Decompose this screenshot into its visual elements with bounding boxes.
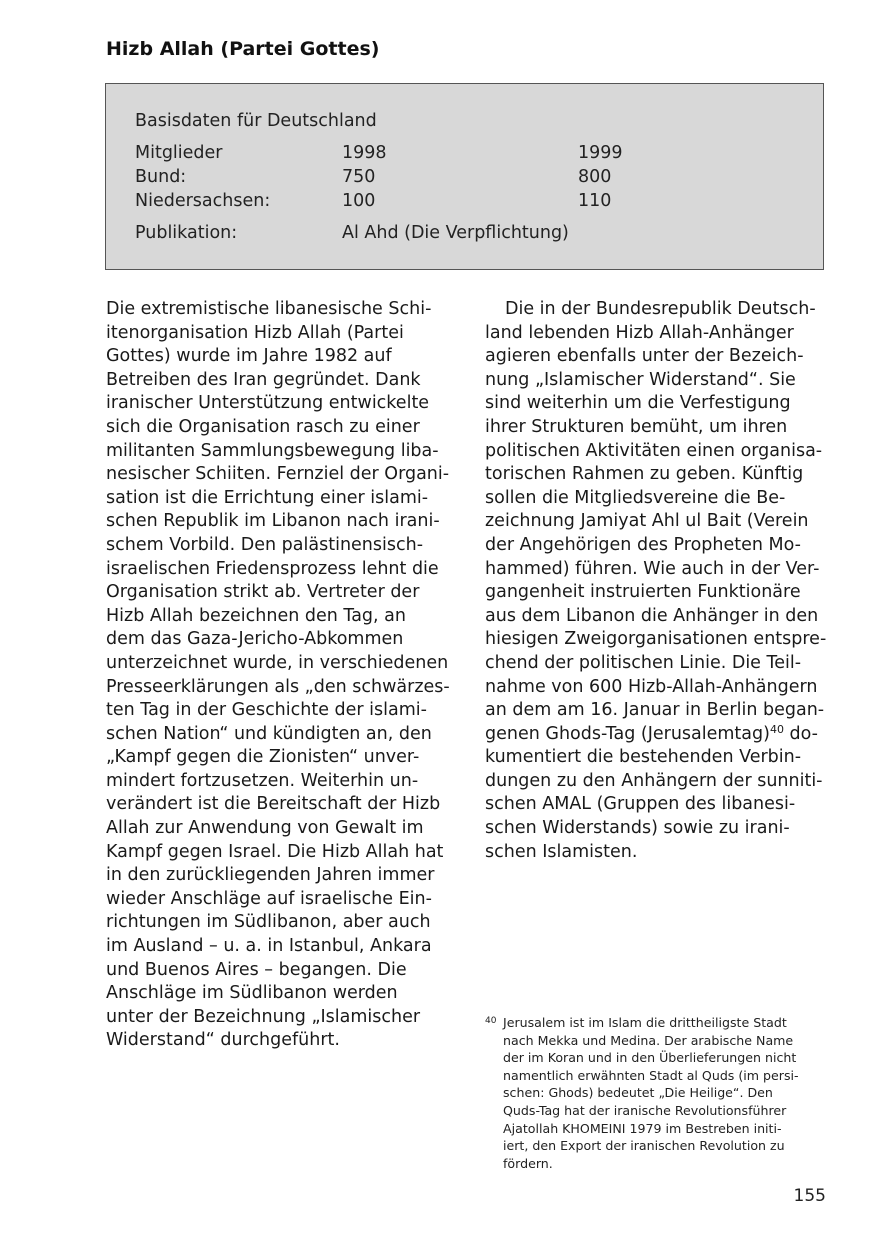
text-line: der im Koran und in den Überlieferungen nicht xyxy=(503,1050,797,1066)
text-line: der Angehörigen des Propheten Mo- xyxy=(485,534,801,555)
text-line: „Kampf gegen die Zionisten“ unver- xyxy=(106,747,420,768)
footnote-marker: 40 xyxy=(485,1016,497,1026)
text-line: unter der Bezeichnung „Islamischer xyxy=(106,1006,421,1027)
text-line: gangenheit instruierten Funktionäre xyxy=(485,582,801,603)
lower-saxony-1998-value: 100 xyxy=(342,191,376,211)
federal-1998-value: 750 xyxy=(342,167,376,187)
text-line: israelischen Friedensprozess lehnt die xyxy=(106,558,439,579)
footnote-text xyxy=(503,1014,799,1172)
text-line: agieren ebenfalls unter der Bezeich- xyxy=(485,346,804,367)
left-text-column xyxy=(106,298,456,1053)
text-line: ihrer Strukturen bemüht, um ihren xyxy=(485,416,788,437)
text-line: namentlich erwähnten Stadt al Quds (im persi- xyxy=(503,1067,799,1083)
row-label-members: Mitglieder xyxy=(135,143,223,163)
text-line: Hizb Allah bezeichnen den Tag, an xyxy=(106,605,406,626)
text-line: kumentiert die bestehenden Verbin- xyxy=(485,747,802,768)
footnote-reference[interactable]: 40 xyxy=(769,722,784,736)
text-line: iranischer Unterstützung entwickelte xyxy=(106,393,430,414)
text-line: im Ausland – u. a. in Istanbul, Ankara xyxy=(106,936,432,957)
text-line: sind weiterhin um die Verfestigung xyxy=(485,393,791,414)
text-line: hammed) führen. Wie auch in der Ver- xyxy=(485,558,820,579)
text-line: Quds-Tag hat der iranische Revolutionsführer xyxy=(503,1102,787,1118)
text-line: aus dem Libanon die Anhänger in den xyxy=(485,605,819,626)
text-line: Die in der Bundesrepublik Deutsch- xyxy=(505,299,816,319)
text-line: Organisation strikt ab. Vertreter der xyxy=(106,582,420,603)
text-line: iert, den Export der iranischen Revolution zu xyxy=(503,1138,785,1154)
text-line: Betreiben des Iran gegründet. Dank xyxy=(106,369,421,390)
text-line: Widerstand“ durchgeführt. xyxy=(106,1030,340,1051)
box-title: Basisdaten für Deutschland xyxy=(135,111,377,131)
text-line: wieder Anschläge auf israelische Ein- xyxy=(106,888,432,909)
publication-value: Al Ahd (Die Verpflichtung) xyxy=(342,223,569,243)
text-line: dungen zu den Anhängern der sunniti- xyxy=(485,770,823,791)
text-line: fördern. xyxy=(503,1155,553,1171)
text-line: Presseerklärungen als „den schwärzes- xyxy=(106,676,450,697)
text-line: hiesigen Zweigorganisationen entspre- xyxy=(485,629,827,650)
lower-saxony-1999-value: 110 xyxy=(578,191,612,211)
text-line: Die extremistische libanesische Schi- xyxy=(106,299,432,319)
text-line-with-footnote-ref xyxy=(485,723,835,747)
text-line: Kampf gegen Israel. Die Hizb Allah hat xyxy=(106,841,444,862)
text-line: Anschläge im Südlibanon werden xyxy=(106,983,398,1004)
text-line: dem das Gaza-Jericho-Abkommen xyxy=(106,629,404,650)
text-line: ten Tag in der Geschichte der islami- xyxy=(106,700,427,721)
text-line: richtungen im Südlibanon, aber auch xyxy=(106,912,431,933)
text-line: und Buenos Aires – begangen. Die xyxy=(106,959,407,980)
text-line: militanten Sammlungsbewegung liba- xyxy=(106,440,439,461)
text-line: schen Widerstands) sowie zu irani- xyxy=(485,818,790,839)
text-line: itenorganisation Hizb Allah (Partei xyxy=(106,322,404,343)
section-heading: Hizb Allah (Partei Gottes) xyxy=(106,38,380,60)
text-line: Jerusalem ist im Islam die drittheiligste Stadt xyxy=(503,1015,787,1030)
text-line: schen Republik im Libanon nach irani- xyxy=(106,511,440,532)
text-line: land lebenden Hizb Allah-Anhänger xyxy=(485,322,794,343)
text-line: sation ist die Errichtung einer islami- xyxy=(106,487,429,508)
text-segment: do- xyxy=(783,723,818,744)
row-label-federal: Bund: xyxy=(135,167,187,187)
text-line: Gottes) wurde im Jahre 1982 auf xyxy=(106,346,392,367)
basic-data-box xyxy=(105,83,824,270)
text-line: schem Vorbild. Den palästinensisch- xyxy=(106,534,424,555)
publication-label: Publikation: xyxy=(135,223,238,243)
row-label-lower-saxony: Niedersachsen: xyxy=(135,191,271,211)
text-line: zeichnung Jamiyat Ahl ul Bait (Verein xyxy=(485,511,809,532)
text-line: Ajatollah KHOMEINI 1979 im Bestreben initi- xyxy=(503,1120,782,1136)
text-line: nesischer Schiiten. Fernziel der Organi- xyxy=(106,464,450,485)
text-line: Allah zur Anwendung von Gewalt im xyxy=(106,818,424,839)
text-line: an dem am 16. Januar in Berlin began- xyxy=(485,700,825,721)
text-line: nach Mekka und Medina. Der arabische Name xyxy=(503,1032,794,1048)
year-1998-header: 1998 xyxy=(342,143,387,163)
text-line: chend der politischen Linie. Die Teil- xyxy=(485,652,802,673)
page-number: 155 xyxy=(793,1186,826,1206)
text-line: schen AMAL (Gruppen des libanesi- xyxy=(485,794,796,815)
text-line: sollen die Mitgliedsvereine die Be- xyxy=(485,487,786,508)
text-line: mindert fortzusetzen. Weiterhin un- xyxy=(106,770,419,791)
text-line: nung „Islamischer Widerstand“. Sie xyxy=(485,369,796,390)
year-1999-header: 1999 xyxy=(578,143,623,163)
text-line: verändert ist die Bereitschaft der Hizb xyxy=(106,794,441,815)
text-segment: genen Ghods-Tag (Jerusalemtag) xyxy=(485,723,770,744)
text-line: nahme von 600 Hizb-Allah-Anhängern xyxy=(485,676,818,697)
text-line: sich die Organisation rasch zu einer xyxy=(106,416,420,437)
text-line: schen: Ghods) bedeutet „Die Heilige“. Den xyxy=(503,1085,773,1101)
text-line: unterzeichnet wurde, in verschiedenen xyxy=(106,652,449,673)
text-line: politischen Aktivitäten einen organisa- xyxy=(485,440,823,461)
right-text-column xyxy=(485,298,835,864)
text-line: torischen Rahmen zu geben. Künftig xyxy=(485,464,804,485)
federal-1999-value: 800 xyxy=(578,167,612,187)
text-line: schen Islamisten. xyxy=(485,841,638,862)
text-line: in den zurückliegenden Jahren immer xyxy=(106,865,435,886)
text-line: schen Nation“ und kündigten an, den xyxy=(106,723,432,744)
